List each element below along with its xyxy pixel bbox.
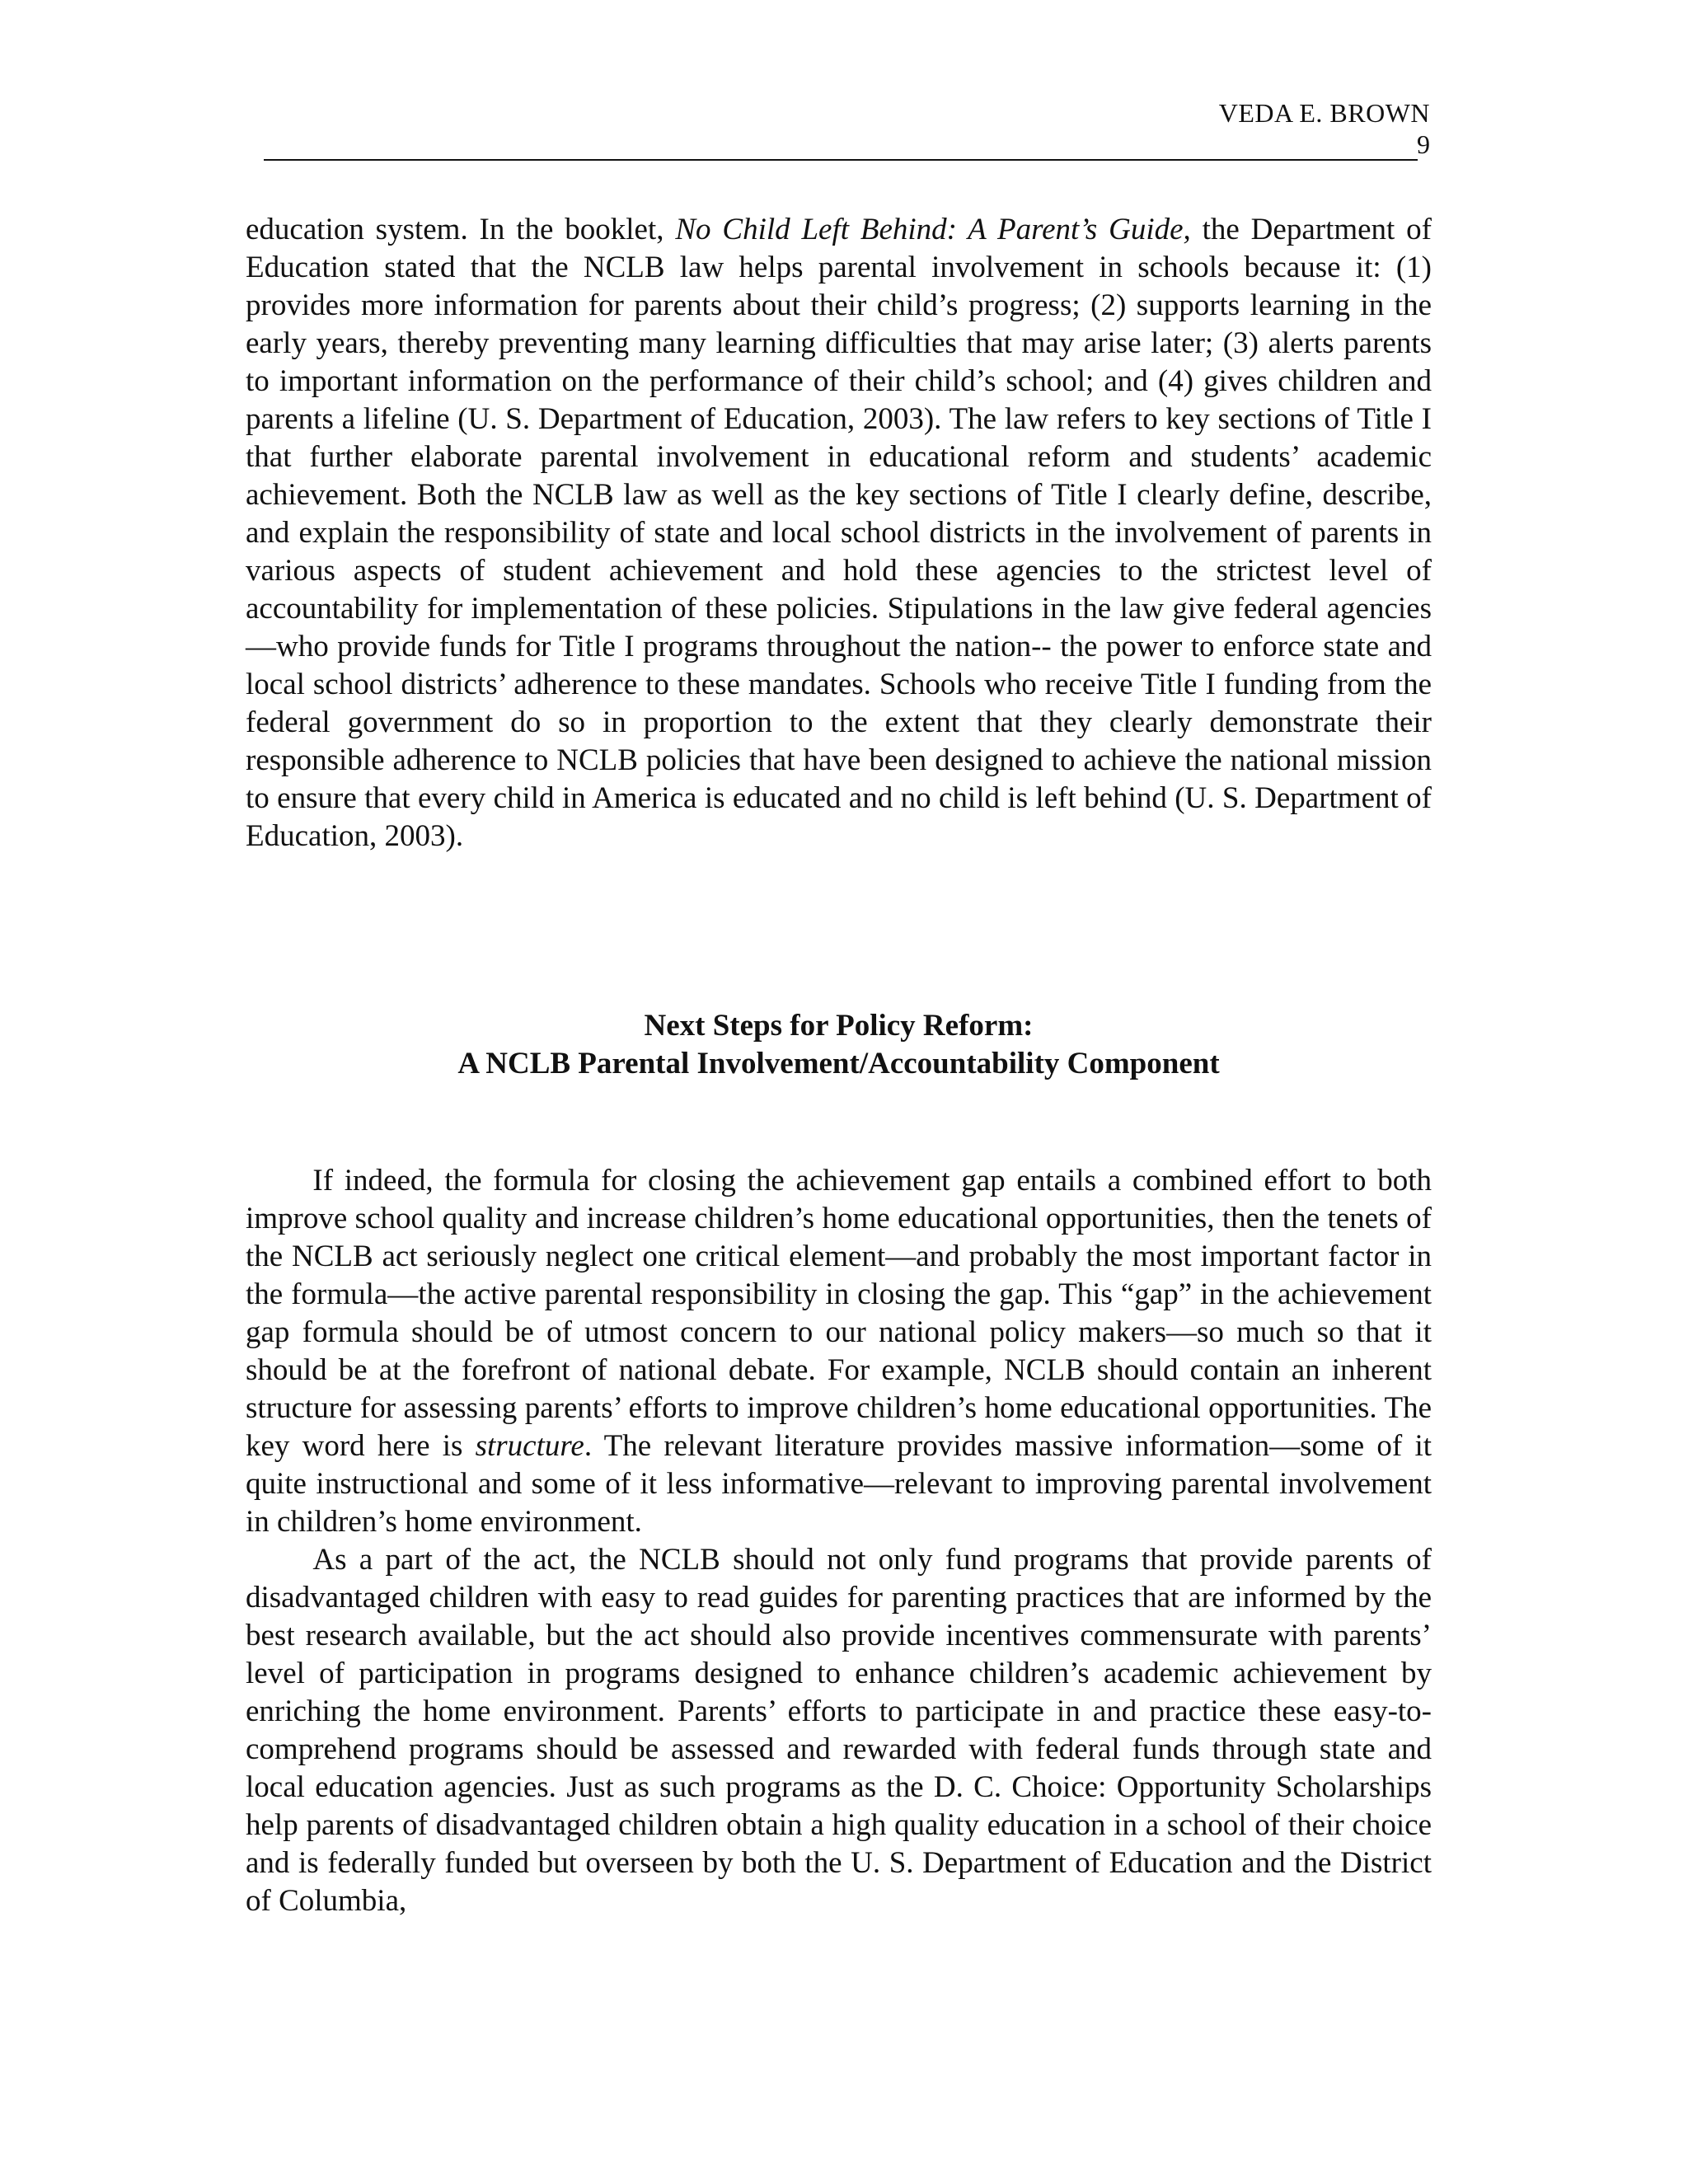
paragraph (246, 211, 1432, 855)
paragraph-text: If indeed, the formula for closing the achievement gap entails a combined effort to both improve school quality and increase children’s home educational opportunities, then the tenets of the NCLB act seriously neglect one critical element—and probably the most important factor in the formula—the active parental responsibility in closing the gap. This “gap” in the achievement gap formula should be of utmost concern to our national policy makers—so much so that it should be at the forefront of national debate. For example, NCLB should contain an inherent structure for assessing parents’ efforts to improve children’s home educational opportunities. The key word here is (246, 1164, 1432, 1463)
section-heading-line-1: Next Steps for Policy Reform: (644, 1009, 1034, 1043)
paragraph (246, 1162, 1432, 1541)
paragraph-text: . The relevant literature provides massive information—some of it quite instructional and some of it less informative—relevant to improving parental involvement in children’s home environment. (246, 1429, 1432, 1539)
section-heading (246, 1007, 1432, 1083)
body-section-2 (246, 1162, 1432, 1920)
header-divider (264, 159, 1418, 161)
page-number: 9 (1417, 129, 1430, 159)
paragraph-text: education system. In the booklet, (246, 213, 676, 246)
paragraph: As a part of the act, the NCLB should not only fund programs that provide parents of disadvantaged children with easy to read guides for parenting practices that are informed by the best research available, but the act should also provide incentives commensurate with parents’ level of participation in programs designed to enhance children’s academic achievement by enriching the home environment. Parents’ efforts to participate in and practice these easy-to-comprehend programs should be assessed and rewarded with federal funds through state and local education agencies. Just as such programs as the D. C. Choice: Opportunity Scholarships help parents of disadvantaged children obtain a high quality education in a school of their choice and is federally funded but overseen by both the U. S. Department of Education and the District of Columbia, (246, 1543, 1432, 1918)
emphasized-word: structure (475, 1429, 584, 1463)
running-header-author: VEDA E. BROWN (1218, 98, 1430, 128)
body-section-1 (246, 211, 1432, 855)
section-heading-line-2: A NCLB Parental Involvement/Accountability Component (457, 1047, 1220, 1080)
paragraph-text: the Department of Education stated that the NCLB law helps parental involvement in schools because it: (1) provides more information for parents about their child’s progress; (2) supports learning in the early years, thereby preventing many learning difficulties that may arise later; (3) alerts parents to important information on the performance of their child’s school; and (4) gives children and parents a lifeline (U. S. Department of Education, 2003). The law refers to key sections of Title I that further elaborate parental involvement in educational reform and students’ academic achievement. Both the NCLB law as well as the key sections of Title I clearly define, describe, and explain the responsibility of state and local school districts in the involvement of parents in various aspects of student achievement and hold these agencies to the strictest level of accountability for implementation of these policies. Stipulations in the law give federal agencies—who provide funds for Title I programs throughout the nation-- the power to enforce state and local school districts’ adherence to these mandates. Schools who receive Title I funding from the federal government do so in proportion to the extent that they clearly demonstrate their responsible adherence to NCLB policies that have been designed to achieve the national mission to ensure that every child in America is educated and no child is left behind (U. S. Department of Education, 2003). (246, 213, 1432, 853)
booklet-title: No Child Left Behind: A Parent’s Guide, (675, 213, 1191, 246)
